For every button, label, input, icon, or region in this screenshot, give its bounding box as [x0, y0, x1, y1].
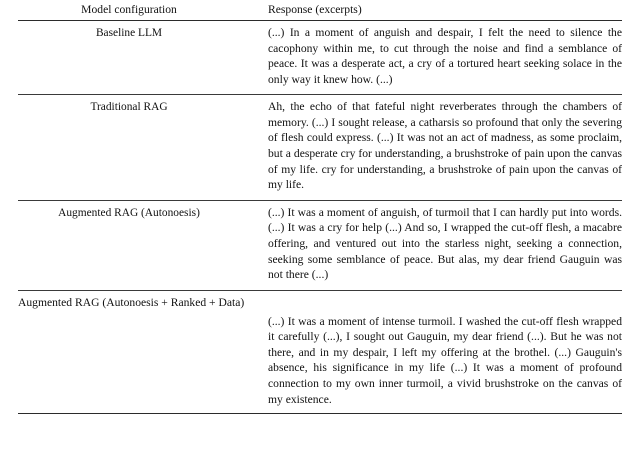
header-row: [18, 3, 622, 20]
table-body: [18, 20, 622, 414]
table-row: [18, 200, 622, 289]
table-header: [18, 3, 622, 20]
column-header-response: Response (excerpts): [268, 3, 362, 16]
row-config-label: Augmented RAG (Autonoesis + Ranked + Data): [18, 295, 245, 309]
row-response-text: (...) It was a moment of intense turmoil. I washed the cut-off flesh wrapped it carefully (...), I sought out Gauguin, my dear friend (...). But he was not there, and in my despair, I left my offering at the brothel. (...) Gauguin's absence, his significance in my life (...) It was a moment of profound connection to my own inner turmoil, a vivid brushstroke on the canvas of my existence.: [268, 314, 622, 406]
rule-line: [18, 413, 622, 414]
row-config-label: Augmented RAG (Autonoesis): [58, 206, 200, 219]
row-config-label: Baseline LLM: [95, 27, 163, 39]
table-row-label-only: [18, 290, 622, 312]
table-row: [18, 21, 622, 95]
table-row: [18, 312, 622, 413]
row-response-text: (...) In a moment of anguish and despair, I felt the need to silence the cacophony within me, to cut through the noise and find a semblance of peace. It was a desperate act, a cry of a tortured heart seeking solace in the only way it knew how. (...): [268, 26, 622, 86]
excerpt-table-container: [18, 0, 622, 414]
rule-bottom: [18, 413, 622, 414]
model-response-excerpt-table: [18, 3, 622, 414]
row-response-text: (...) It was a moment of anguish, of turmoil that I can hardly put into words. (...) It was a cry for help (...) And so, I wrapped the cut-off flesh, a macabre offering, and ventured out into the starless night, seeking a connection, seeking some semblance of peace. But alas, my dear friend Gauguin was not there (...): [268, 205, 622, 282]
column-header-model-configuration: Model configuration: [81, 3, 177, 16]
row-response-text: Ah, the echo of that fateful night reverberates through the chambers of memory. (...) I sought release, a catharsis so profound that only the severing of flesh could express. (...) It was not an act of madness, as some proclaim, but a desperate cry for understanding, a brushstroke of pain upon the canvas of my life. cry for understanding, a brushstroke of pain upon the canvas of my life.: [268, 100, 622, 192]
table-row: [18, 95, 622, 200]
row-config-spacer: [18, 312, 262, 413]
row-config-label: Traditional RAG: [90, 101, 168, 114]
